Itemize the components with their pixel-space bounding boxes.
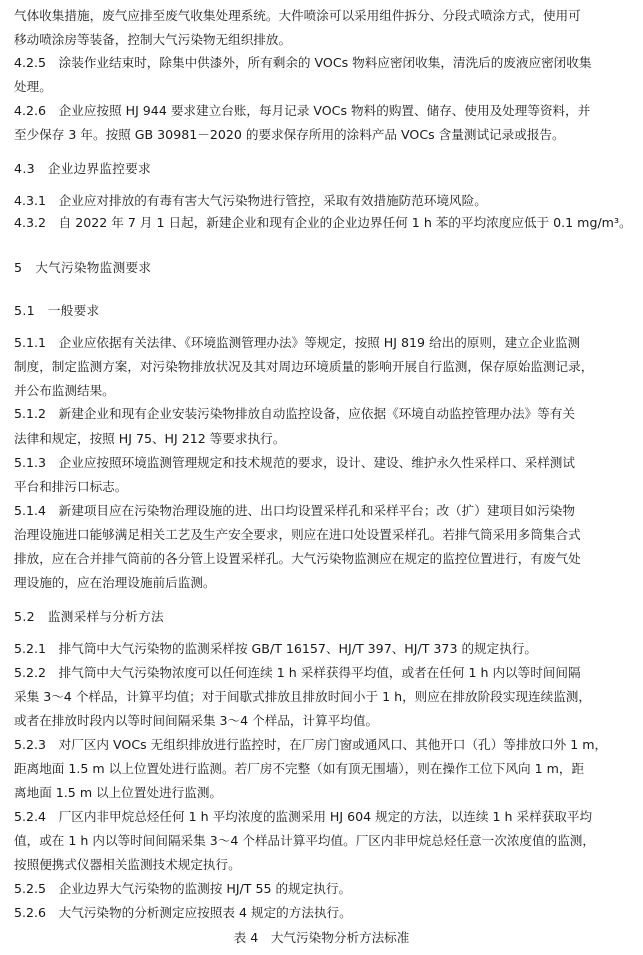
clause-5-2-6: 5.2.6 大气污染物的分析测定应按照表 4 规定的方法执行。 xyxy=(14,905,352,920)
clause-4-2-5: 4.2.5 涂装作业结束时，除集中供漆外，所有剩余的 VOCs 物料应密闭收集，清洗后的废液应密闭收集 xyxy=(14,55,592,70)
clause-5-2-4: 5.2.4 厂区内非甲烷总烃任何 1 h 平均浓度的监测采用 HJ 604 规定的方法，以连续 1 h 采样获取平均 xyxy=(14,809,593,824)
clause-5-2-2: 5.2.2 排气筒中大气污染物浓度可以任何连续 1 h 采样获得平均值，或者在任何 1 h 内以等时间间隔 xyxy=(14,665,581,680)
body-line: 气体收集措施，废气应排至废气收集处理系统。大件喷涂可以采用组件拆分、分段式喷涂方式，使用可 xyxy=(14,8,581,23)
clause-5-1-1: 5.1.1 企业应依据有关法律、《环境监测管理办法》等规定，按照 HJ 819 给出的原则，建立企业监测 xyxy=(14,335,581,350)
body-line: 距离地面 1.5 m 以上位置处进行监测。若厂房不完整（如有顶无围墙），则在操作工位下风向 1 m，距 xyxy=(14,761,585,776)
clause-5-2-1: 5.2.1 排气筒中大气污染物的监测采样按 GB/T 16157、HJ/T 397、HJ/T 373 的规定执行。 xyxy=(14,641,538,656)
clause-4-2-6: 4.2.6 企业应按照 HJ 944 要求建立台账，每月记录 VOCs 物料的购置、储存、使用及处理等资料，并 xyxy=(14,103,591,118)
chapter-heading-5: 5 大气污染物监测要求 xyxy=(14,260,152,275)
body-line: 治理设施进口能够满足相关工艺及生产安全要求，则应在进口处设置采样孔。若排气筒采用多筒集合式 xyxy=(14,527,581,542)
body-line: 处理。 xyxy=(14,79,52,94)
section-heading-5-2: 5.2 监测采样与分析方法 xyxy=(14,609,164,624)
clause-5-1-4: 5.1.4 新建项目应在污染物治理设施的进、出口均设置采样孔和采样平台；改（扩）建项目如污染物 xyxy=(14,503,575,518)
body-line: 制度，制定监测方案，对污染物排放状况及其对周边环境质量的影响开展自行监测，保存原始监测记录， xyxy=(14,359,594,374)
body-line: 移动喷涂房等装备，控制大气污染物无组织排放。 xyxy=(14,32,292,47)
body-line: 至少保存 3 年。按照 GB 30981－2020 的要求保存所用的涂料产品 VOCs 含量测试记录或报告。 xyxy=(14,127,565,142)
body-line: 排放，应在合并排气筒前的各分管上设置采样孔。大气污染物监测应在规定的监控位置进行，有废气处 xyxy=(14,551,581,566)
body-line: 值，或在 1 h 内以等时间间隔采集 3～4 个样品计算平均值。厂区内非甲烷总烃任意一次浓度值的监测， xyxy=(14,833,595,848)
section-heading-4-3: 4.3 企业边界监控要求 xyxy=(14,161,151,176)
section-heading-5-1: 5.1 一般要求 xyxy=(14,303,100,318)
body-line: 按照便携式仪器相关监测技术规定执行。 xyxy=(14,857,241,872)
clause-5-2-5: 5.2.5 企业边界大气污染物的监测按 HJ/T 55 的规定执行。 xyxy=(14,881,352,896)
clause-4-3-2: 4.3.2 自 2022 年 7 月 1 日起，新建企业和现有企业的企业边界任何 1 h 苯的平均浓度应低于 0.1 mg/m³。 xyxy=(14,215,632,230)
body-line: 理设施的，应在治理设施前后监测。 xyxy=(14,575,216,590)
body-line: 并公布监测结果。 xyxy=(14,383,115,398)
clause-5-2-3: 5.2.3 对厂区内 VOCs 无组织排放进行监控时，在厂房门窗或通风口、其他开口（孔）等排放口外 1 m， xyxy=(14,737,608,752)
body-line: 采集 3～4 个样品，计算平均值；对于间歇式排放且排放时间小于 1 h，则应在排放阶段实现连续监测， xyxy=(14,689,591,704)
clause-5-1-3: 5.1.3 企业应按照环境监测管理规定和技术规范的要求，设计、建设、维护永久性采样口、采样测试 xyxy=(14,455,575,470)
body-line: 或者在排放时段内以等时间间隔采集 3～4 个样品，计算平均值。 xyxy=(14,713,379,728)
body-line: 离地面 1.5 m 以上位置处进行监测。 xyxy=(14,785,223,800)
table-caption: 表 4 大气污染物分析方法标准 xyxy=(233,930,410,945)
clause-4-3-1: 4.3.1 企业应对排放的有毒有害大气污染物进行管控，采取有效措施防范环境风险。 xyxy=(14,193,487,208)
body-line: 平台和排污口标志。 xyxy=(14,479,128,494)
clause-5-1-2: 5.1.2 新建企业和现有企业安装污染物排放自动监控设备，应依据《环境自动监控管理办法》等有关 xyxy=(14,406,575,421)
body-line: 法律和规定，按照 HJ 75、HJ 212 等要求执行。 xyxy=(14,431,286,446)
